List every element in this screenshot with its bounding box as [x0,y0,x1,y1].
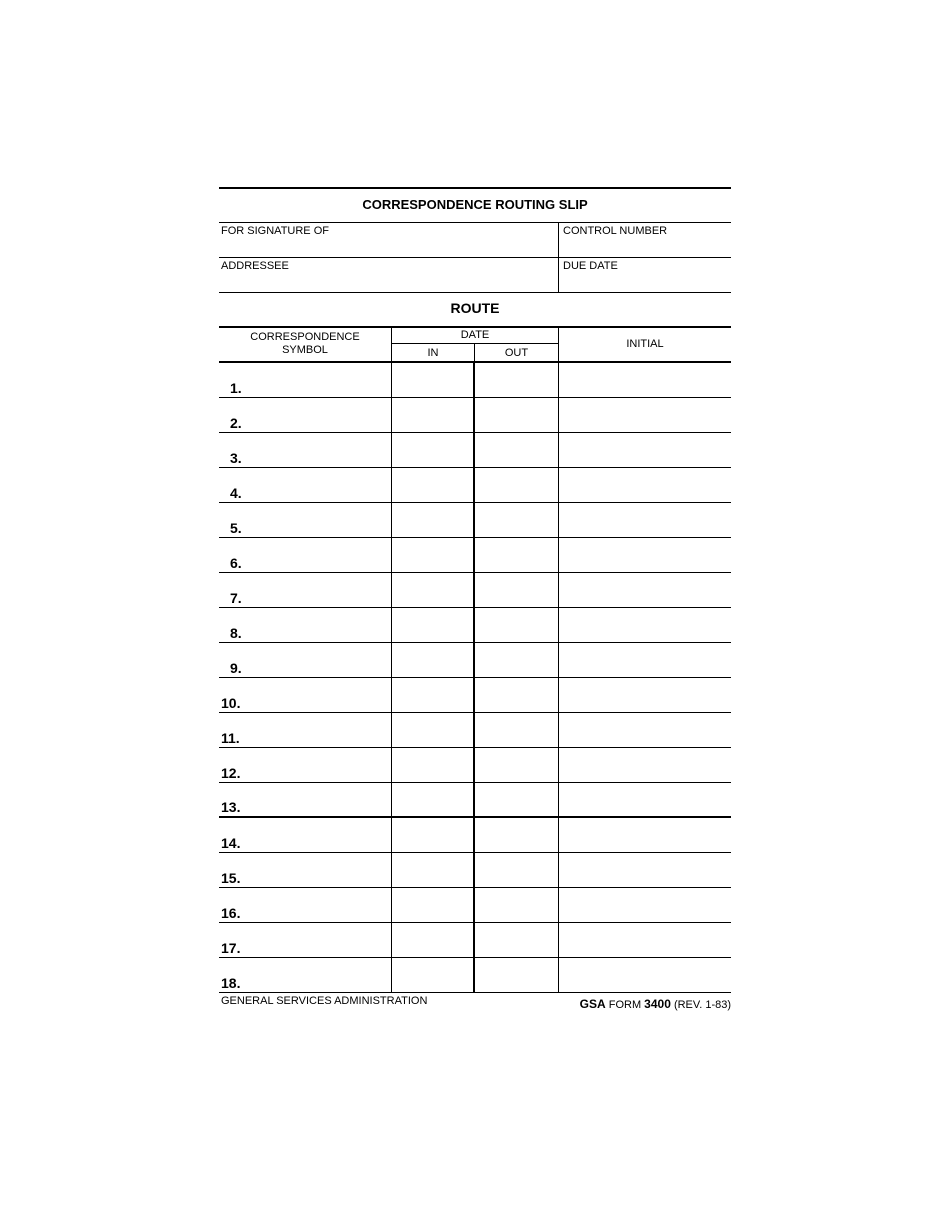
form-title: CORRESPONDENCE ROUTING SLIP [219,187,731,223]
correspondence-symbol-cell[interactable] [219,748,392,782]
header-symbol: SYMBOL [282,344,328,356]
row-number: 9. [230,660,242,676]
header-out: OUT [504,347,529,359]
row-number: 12. [221,765,241,781]
correspondence-symbol-cell[interactable] [219,888,392,922]
date-in-cell[interactable] [392,923,475,957]
row-number: 13. [221,799,241,815]
table-row [219,573,731,608]
form-identifier [580,997,731,1011]
correspondence-symbol-cell[interactable] [219,923,392,957]
correspondence-symbol-cell[interactable] [219,538,392,572]
date-in-cell[interactable] [392,958,475,992]
form-gsa: GSA [579,997,606,1011]
date-out-cell[interactable] [475,608,559,642]
info-row-1 [219,223,731,258]
date-out-cell[interactable] [475,853,559,887]
row-number: 16. [221,905,241,921]
row-number: 18. [221,975,241,991]
row-number: 15. [221,870,241,886]
date-in-cell[interactable] [392,888,475,922]
initial-cell[interactable] [559,643,731,677]
row-number: 5. [230,520,242,536]
date-in-cell[interactable] [392,713,475,747]
date-in-cell[interactable] [392,783,475,816]
form-footer [219,995,731,1011]
date-out-cell[interactable] [475,818,559,852]
initial-cell[interactable] [559,573,731,607]
date-out-cell[interactable] [475,783,559,816]
table-row [219,923,731,958]
initial-cell[interactable] [559,468,731,502]
correspondence-symbol-cell[interactable] [219,958,392,992]
date-in-cell[interactable] [392,538,475,572]
date-out-cell[interactable] [475,468,559,502]
row-number: 14. [221,835,241,851]
table-row [219,503,731,538]
date-in-cell[interactable] [392,503,475,537]
table-row [219,398,731,433]
date-out-cell[interactable] [475,748,559,782]
control-number-field[interactable] [559,223,731,257]
initial-cell[interactable] [559,503,731,537]
initial-cell[interactable] [559,853,731,887]
initial-cell[interactable] [559,748,731,782]
header-date-group [392,328,559,361]
initial-cell[interactable] [559,678,731,712]
correspondence-symbol-cell[interactable] [219,853,392,887]
row-number: 6. [230,555,242,571]
correspondence-symbol-cell[interactable] [219,468,392,502]
table-row [219,783,731,818]
header-correspondence-symbol [219,328,392,361]
date-out-cell[interactable] [475,643,559,677]
table-row [219,818,731,853]
correspondence-symbol-cell[interactable] [219,503,392,537]
header-date-subcolumns [392,344,558,362]
row-number: 2. [230,415,242,431]
correspondence-symbol-cell[interactable] [219,678,392,712]
control-number-label: CONTROL NUMBER [563,225,668,237]
row-number: 8. [230,625,242,641]
header-date: DATE [392,328,558,344]
agency-name: GENERAL SERVICES ADMINISTRATION [221,995,428,1007]
initial-cell[interactable] [559,818,731,852]
initial-cell[interactable] [559,398,731,432]
table-row [219,958,731,993]
initial-cell[interactable] [559,538,731,572]
row-number: 4. [230,485,242,501]
due-date-field[interactable] [559,258,731,292]
row-number: 11. [221,730,240,746]
date-out-cell[interactable] [475,363,559,397]
correspondence-symbol-cell[interactable] [219,573,392,607]
for-signature-of-field[interactable] [219,223,559,257]
row-number: 7. [230,590,242,606]
initial-cell[interactable] [559,713,731,747]
correspondence-symbol-cell[interactable] [219,643,392,677]
date-in-cell[interactable] [392,363,475,397]
form-word: FORM [608,999,642,1011]
table-row [219,433,731,468]
correspondence-symbol-cell[interactable] [219,363,392,397]
correspondence-symbol-cell[interactable] [219,398,392,432]
for-signature-of-label: FOR SIGNATURE OF [221,225,329,237]
table-row [219,468,731,503]
table-row [219,678,731,713]
initial-cell[interactable] [559,433,731,467]
date-in-cell[interactable] [392,643,475,677]
date-out-cell[interactable] [475,503,559,537]
table-row [219,713,731,748]
date-in-cell[interactable] [392,468,475,502]
header-correspondence: CORRESPONDENCE [250,331,360,343]
header-initial: INITIAL [626,338,664,350]
table-row [219,538,731,573]
row-number: 17. [221,940,241,956]
info-row-2 [219,258,731,293]
route-title: ROUTE [219,293,731,328]
table-row [219,888,731,923]
initial-cell[interactable] [559,888,731,922]
table-row [219,748,731,783]
date-out-cell[interactable] [475,398,559,432]
initial-cell[interactable] [559,958,731,992]
date-in-cell[interactable] [392,398,475,432]
date-out-cell[interactable] [475,538,559,572]
due-date-label: DUE DATE [563,260,618,272]
header-in: IN [392,344,475,362]
correspondence-symbol-cell[interactable] [219,433,392,467]
date-in-cell[interactable] [392,573,475,607]
initial-cell[interactable] [559,923,731,957]
initial-cell[interactable] [559,783,731,816]
date-out-cell[interactable] [475,923,559,957]
table-row [219,608,731,643]
date-in-cell[interactable] [392,748,475,782]
date-out-cell[interactable] [475,573,559,607]
table-row [219,643,731,678]
initial-cell[interactable] [559,608,731,642]
addressee-label: ADDRESSEE [221,260,289,272]
row-number: 1. [230,380,242,396]
correspondence-symbol-cell[interactable] [219,713,392,747]
table-row [219,363,731,398]
table-row [219,853,731,888]
route-table-body [219,363,731,993]
correspondence-symbol-cell[interactable] [219,818,392,852]
date-in-cell[interactable] [392,853,475,887]
correspondence-symbol-cell[interactable] [219,783,392,816]
form-number: 3400 [644,997,671,1011]
form-revision: (REV. 1-83) [673,999,731,1011]
correspondence-symbol-cell[interactable] [219,608,392,642]
date-out-cell[interactable] [475,888,559,922]
date-out-cell[interactable] [475,713,559,747]
date-out-cell[interactable] [475,678,559,712]
row-number: 3. [230,450,242,466]
date-out-cell[interactable] [475,433,559,467]
date-out-cell[interactable] [475,958,559,992]
initial-cell[interactable] [559,363,731,397]
row-number: 10. [221,695,241,711]
date-in-cell[interactable] [392,818,475,852]
route-table-header [219,328,731,363]
addressee-field[interactable] [219,258,559,292]
date-in-cell[interactable] [392,608,475,642]
date-in-cell[interactable] [392,433,475,467]
routing-slip-form [219,187,731,1011]
date-in-cell[interactable] [392,678,475,712]
